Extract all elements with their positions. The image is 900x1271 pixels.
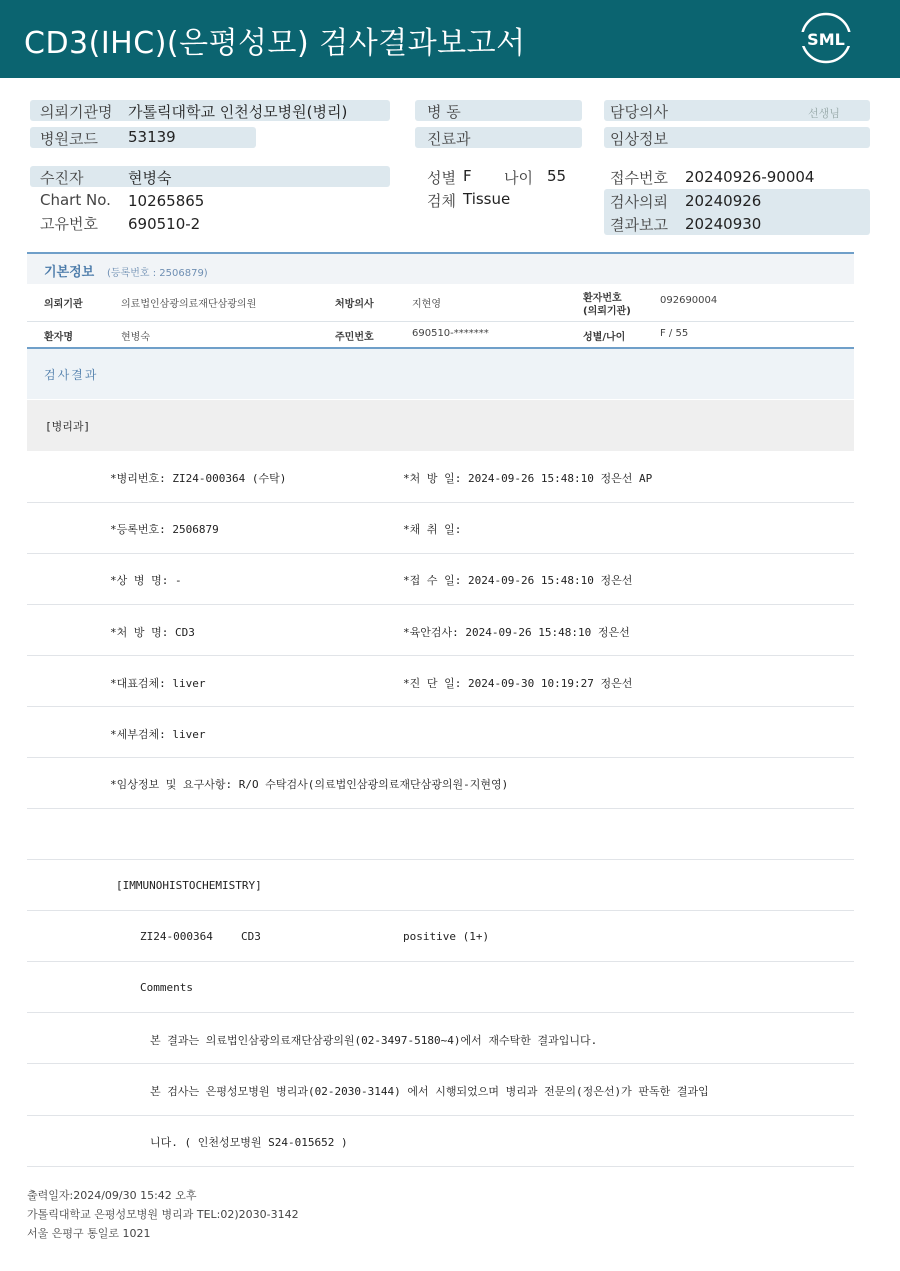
- row-divider: [27, 553, 854, 554]
- comments-label: Comments: [140, 981, 193, 994]
- bi-doctor-key: 처방의사: [335, 299, 374, 310]
- bi-patient-no-key2: (의뢰기관): [583, 306, 631, 317]
- row-divider: [27, 655, 854, 656]
- unique-label: 고유번호: [40, 215, 98, 233]
- specimen-label: 검체: [427, 192, 456, 210]
- gross-date-line: *육안검사: 2024-09-26 15:48:10 정은선: [403, 626, 630, 639]
- reg-no-line: *등록번호: 2506879: [110, 523, 219, 536]
- row-divider: [27, 1012, 854, 1013]
- ihc-result: positive (1+): [403, 930, 490, 943]
- row-divider: [27, 757, 854, 758]
- chart-label: Chart No.: [40, 191, 111, 209]
- bi-institution-key: 의뢰기관: [44, 299, 83, 310]
- dx-date-line: *진 단 일: 2024-09-30 10:19:27 정은선: [403, 677, 633, 690]
- request-value: 20240926: [685, 192, 762, 210]
- bi-row-divider: [27, 321, 854, 322]
- ihc-header: [IMMUNOHISTOCHEMISTRY]: [116, 879, 262, 892]
- doctor-label: 담당의사: [610, 103, 668, 121]
- dept-label: [병리과]: [45, 420, 91, 433]
- patient-value: 현병숙: [128, 169, 172, 187]
- dept-row: [27, 400, 854, 451]
- specimen-value: Tissue: [463, 190, 511, 208]
- dept-label: 진료과: [427, 130, 471, 148]
- sub-specimen-line: *세부검체: liver: [110, 728, 206, 741]
- results-title: 검사결과: [44, 368, 99, 382]
- basic-info-reg-no: (등록번호 : 2506879): [107, 268, 208, 279]
- chart-value: 10265865: [128, 192, 205, 210]
- report-title: CD3(IHC)(은평성모) 검사결과보고서: [24, 26, 526, 61]
- hospital-code-value: 53139: [128, 128, 176, 146]
- row-divider: [27, 859, 854, 860]
- rx-name-line: *처 방 명: CD3: [110, 626, 195, 639]
- comment-line-2: 본 검사는 은평성모병원 병리과(02-2030-3144) 에서 시행되었으며 병리과 전문의(정은선)가 판독한 결과입: [150, 1085, 709, 1098]
- request-label: 검사의뢰: [610, 193, 668, 211]
- clinical-line: *임상정보 및 요구사항: R/O 수탁검사(의료법인삼광의료재단삼광의원-지현영): [110, 778, 509, 791]
- bi-patient-no-key: 환자번호: [583, 293, 622, 304]
- comment-line-1: 본 결과는 의료법인삼광의료재단삼광의원(02-3497-5180~4)에서 재수탁한 결과입니다.: [150, 1034, 598, 1047]
- clinical-info-label: 임상정보: [610, 130, 668, 148]
- row-divider: [27, 961, 854, 962]
- logo-text: SML: [807, 30, 845, 49]
- collect-date-line: *채 취 일:: [403, 523, 462, 536]
- ward-label: 병 동: [427, 103, 461, 121]
- bi-rrn-key: 주민번호: [335, 332, 374, 343]
- path-no-line: *병리번호: ZI24-000364 (수탁): [110, 472, 287, 485]
- sml-logo: [800, 12, 852, 64]
- institution-value: 가톨릭대학교 인천성모병원(병리): [128, 103, 348, 121]
- sex-label: 성별: [427, 169, 456, 187]
- patient-label: 수진자: [40, 169, 84, 187]
- comment-line-3: 니다. ( 인천성모병원 S24-015652 ): [150, 1136, 348, 1149]
- results-header: [27, 349, 854, 399]
- receipt-value: 20240926-90004: [685, 168, 815, 186]
- bi-doctor-val: 지현영: [412, 299, 441, 310]
- age-label: 나이: [504, 169, 533, 187]
- institution-label: 의뢰기관명: [40, 103, 113, 121]
- bi-rrn-val: 690510-*******: [412, 328, 489, 339]
- report-header: [0, 0, 900, 78]
- rx-date-line: *처 방 일: 2024-09-26 15:48:10 정은선 AP: [403, 472, 653, 485]
- row-divider: [27, 1115, 854, 1116]
- row-divider: [27, 910, 854, 911]
- age-value: 55: [547, 167, 567, 185]
- row-divider: [27, 502, 854, 503]
- doctor-suffix: 선생님: [808, 107, 840, 120]
- row-divider: [27, 808, 854, 809]
- rep-specimen-line: *대표검체: liver: [110, 677, 206, 690]
- report-label: 결과보고: [610, 216, 668, 234]
- ihc-id: ZI24-000364: [140, 930, 213, 943]
- basic-info-title: 기본정보: [44, 265, 95, 280]
- patient-pill: [30, 166, 390, 187]
- receive-date-line: *접 수 일: 2024-09-26 15:48:10 정은선: [403, 574, 633, 587]
- hospital-code-label: 병원코드: [40, 130, 98, 148]
- ihc-marker: CD3: [241, 930, 261, 943]
- row-divider: [27, 706, 854, 707]
- footer-hospital: 가톨릭대학교 은평성모병원 병리과 TEL:02)2030-3142: [27, 1208, 299, 1221]
- row-divider: [27, 1166, 854, 1167]
- footer-address: 서울 은평구 통일로 1021: [27, 1227, 151, 1240]
- receipt-label: 접수번호: [610, 169, 668, 187]
- bi-sexage-val: F / 55: [660, 328, 689, 339]
- footer-printed: 출력일자:2024/09/30 15:42 오후: [27, 1189, 197, 1202]
- row-divider: [27, 1063, 854, 1064]
- disease-line: *상 병 명: -: [110, 574, 182, 587]
- bi-name-val: 현병숙: [121, 332, 150, 343]
- bi-name-key: 환자명: [44, 332, 73, 343]
- unique-value: 690510-2: [128, 215, 201, 233]
- bi-institution-val: 의료법인삼광의료재단삼광의원: [121, 299, 257, 310]
- bi-patient-no-val: 092690004: [660, 295, 718, 306]
- bi-sexage-key: 성별/나이: [583, 332, 626, 343]
- report-value: 20240930: [685, 215, 762, 233]
- row-divider: [27, 604, 854, 605]
- sex-value: F: [463, 167, 472, 185]
